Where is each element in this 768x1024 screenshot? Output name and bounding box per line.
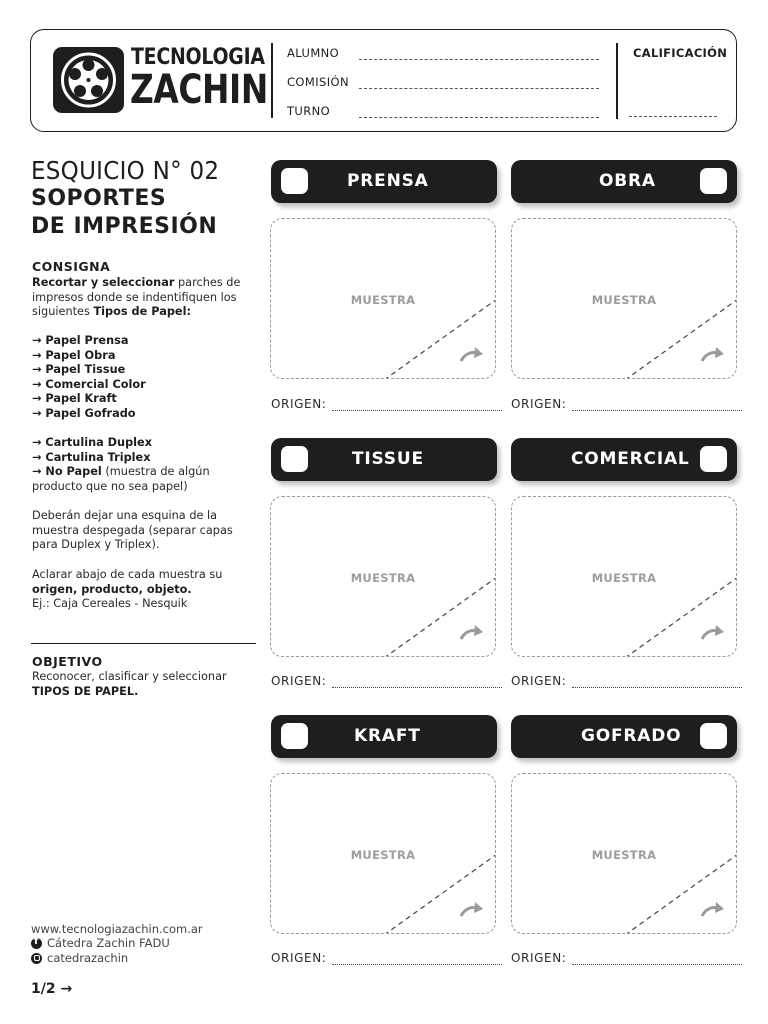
peel-corner-icon — [702, 347, 724, 361]
facebook-icon — [31, 938, 42, 949]
list-item: → Papel Kraft — [32, 392, 117, 406]
sample-placeholder: MUESTRA — [591, 293, 657, 307]
origen-obra[interactable] — [511, 397, 742, 411]
title-line1: SOPORTES — [31, 186, 167, 211]
label-tissue — [271, 438, 497, 481]
label-text: COMERCIAL — [571, 449, 690, 469]
peel-corner-icon — [461, 347, 483, 361]
label-text: GOFRADO — [581, 726, 682, 746]
list-item: → Papel Gofrado — [32, 406, 136, 420]
label-kraft — [271, 715, 497, 758]
esquina-text: Deberán dejar una esquina de la muestra despegada (separar capas para Duplex y Triplex). — [32, 509, 233, 552]
turno-field[interactable] — [287, 104, 599, 118]
ejemplo-text: Ej.: Caja Cereales - Nesquik — [32, 597, 188, 611]
website-link[interactable] — [31, 922, 203, 936]
consigna-intro-text: parches de impresos donde se indentifiquen los siguientes — [32, 276, 241, 319]
label-gofrado — [511, 715, 737, 758]
origen-comercial[interactable] — [511, 674, 742, 688]
consigna-intro — [32, 276, 256, 320]
objetivo-bold: TIPOS DE PAPEL. — [32, 684, 139, 698]
peel-corner-icon — [461, 902, 483, 916]
origen-line[interactable] — [332, 678, 502, 688]
turno-line[interactable] — [359, 106, 599, 118]
sample-placeholder: MUESTRA — [591, 848, 657, 862]
origen-line[interactable] — [572, 401, 742, 411]
section-divider — [31, 643, 256, 644]
page-number: 1/2 → — [31, 981, 73, 997]
objetivo-text: Reconocer, clasificar y seleccionar — [32, 670, 227, 683]
comision-line[interactable] — [359, 77, 599, 89]
label-prensa — [271, 160, 497, 203]
comision-label: COMISIÓN — [287, 75, 349, 89]
title-line2: DE IMPRESIÓN — [31, 214, 218, 239]
aclarar-block — [32, 568, 256, 612]
calificacion-line[interactable] — [629, 116, 717, 117]
origen-label: ORIGEN: — [271, 397, 327, 411]
checkbox-prensa[interactable] — [281, 168, 308, 194]
no-papel-text: (muestra de algún producto que no sea papel) — [32, 465, 210, 493]
exercise-number: ESQUICIO N° 02 — [31, 156, 220, 185]
origen-gofrado[interactable] — [511, 951, 742, 965]
origen-label: ORIGEN: — [511, 397, 567, 411]
list-item: → Comercial Color — [32, 377, 146, 391]
origen-kraft[interactable] — [271, 951, 502, 965]
checkbox-gofrado[interactable] — [700, 723, 727, 749]
origen-line[interactable] — [332, 401, 502, 411]
label-comercial — [511, 438, 737, 481]
alumno-line[interactable] — [359, 48, 599, 60]
instagram-link[interactable] — [31, 951, 128, 965]
label-text: TISSUE — [352, 449, 424, 469]
checkbox-comercial[interactable] — [700, 446, 727, 472]
objetivo-block — [32, 670, 256, 699]
sample-placeholder: MUESTRA — [350, 571, 416, 585]
peel-corner-icon — [702, 902, 724, 916]
checkbox-obra[interactable] — [700, 168, 727, 194]
no-papel-item — [32, 465, 256, 494]
origen-label: ORIGEN: — [511, 674, 567, 688]
peel-corner-icon — [702, 625, 724, 639]
calificacion-divider — [616, 43, 618, 119]
origen-prensa[interactable] — [271, 397, 502, 411]
sample-area-tissue[interactable] — [270, 496, 496, 657]
list-item: → Cartulina Duplex — [32, 436, 152, 449]
website-text: www.tecnologiazachin.com.ar — [31, 922, 203, 936]
aclarar-text: Aclarar abajo de cada muestra su — [32, 568, 223, 581]
sample-placeholder: MUESTRA — [350, 293, 416, 307]
sample-area-kraft[interactable] — [270, 773, 496, 934]
film-reel-icon — [53, 47, 124, 113]
no-papel-bold: → No Papel — [32, 465, 102, 479]
turno-label: TURNO — [287, 104, 331, 118]
peel-corner-icon — [461, 625, 483, 639]
checkbox-kraft[interactable] — [281, 723, 308, 749]
header-divider — [271, 43, 273, 118]
facebook-link[interactable] — [31, 936, 170, 950]
facebook-text: Cátedra Zachin FADU — [47, 936, 170, 950]
origen-label: ORIGEN: — [271, 951, 327, 965]
sample-area-obra[interactable] — [511, 218, 737, 379]
origen-label: ORIGEN: — [271, 674, 327, 688]
list-item: → Papel Prensa — [32, 334, 129, 347]
origen-label: ORIGEN: — [511, 951, 567, 965]
checkbox-tissue[interactable] — [281, 446, 308, 472]
label-text: OBRA — [599, 171, 656, 191]
cartulina-list — [32, 436, 256, 494]
label-text: PRENSA — [347, 171, 429, 191]
instagram-icon — [31, 953, 42, 964]
sample-area-gofrado[interactable] — [511, 773, 737, 934]
origen-line[interactable] — [572, 955, 742, 965]
sample-placeholder: MUESTRA — [350, 848, 416, 862]
list-item: → Papel Tissue — [32, 363, 126, 377]
brand-line2: ZACHIN — [130, 67, 268, 113]
origen-line[interactable] — [332, 955, 502, 965]
list-item: → Cartulina Triplex — [32, 450, 151, 464]
label-obra — [511, 160, 737, 203]
alumno-label: ALUMNO — [287, 46, 340, 60]
consigna-heading: CONSIGNA — [32, 259, 111, 274]
brand-line1: TECNOLOGIA — [131, 45, 265, 70]
objetivo-heading: OBJETIVO — [32, 654, 103, 669]
sample-area-prensa[interactable] — [270, 218, 496, 379]
header-box — [30, 29, 737, 132]
aclarar-bold: origen, producto, objeto. — [32, 582, 192, 596]
sample-placeholder: MUESTRA — [591, 571, 657, 585]
calificacion-label: CALIFICACIÓN — [633, 46, 728, 60]
consigna-intro-bold2: Tipos de Papel: — [93, 305, 191, 319]
alumno-field[interactable] — [287, 46, 599, 60]
paper-list — [32, 334, 256, 422]
origen-tissue[interactable] — [271, 674, 502, 688]
comision-field[interactable] — [287, 75, 599, 89]
label-text: KRAFT — [354, 726, 421, 746]
page-title — [31, 185, 217, 241]
sample-area-comercial[interactable] — [511, 496, 737, 657]
list-item: → Papel Obra — [32, 348, 116, 362]
origen-line[interactable] — [572, 678, 742, 688]
consigna-intro-bold1: Recortar y seleccionar — [32, 276, 175, 289]
instagram-text: catedrazachin — [47, 951, 129, 965]
